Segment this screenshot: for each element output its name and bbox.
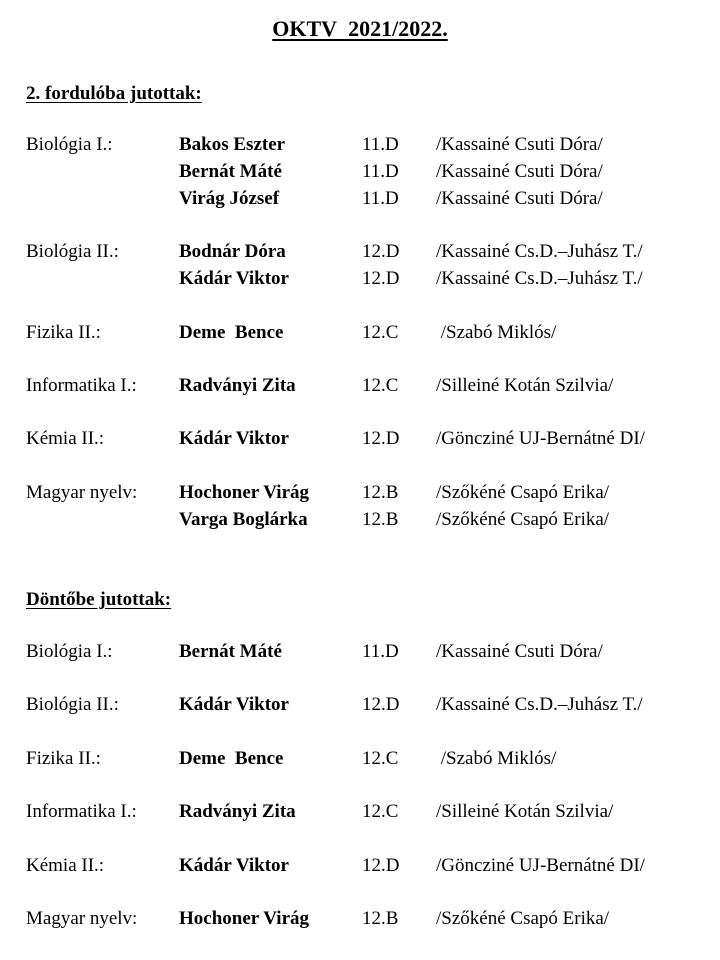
class-label: 12.B — [362, 908, 399, 929]
student-name: Bernát Máté — [179, 641, 282, 662]
class-label: 12.B — [362, 482, 399, 503]
class-label: 12.D — [362, 694, 400, 715]
student-name: Bernát Máté — [179, 161, 282, 182]
student-name: Bakos Eszter — [179, 134, 286, 155]
teacher-name: /Göncziné UJ-Bernátné DI/ — [436, 855, 645, 876]
table-row — [0, 132, 720, 158]
table-row — [0, 186, 720, 212]
table-row — [0, 239, 720, 265]
table-row — [0, 480, 720, 506]
class-label: 12.C — [362, 748, 399, 769]
student-name: Hochoner Virág — [179, 908, 310, 929]
table-row — [0, 507, 720, 533]
subject-label: Biológia II.: — [26, 694, 119, 715]
student-name: Radványi Zita — [179, 801, 296, 822]
table-row — [0, 799, 720, 825]
teacher-name: /Silleiné Kotán Szilvia/ — [436, 801, 614, 822]
teacher-name: /Göncziné UJ-Bernátné DI/ — [436, 428, 645, 449]
class-label: 11.D — [362, 188, 399, 209]
subject-label: Kémia II.: — [26, 428, 105, 449]
class-label: 12.D — [362, 268, 400, 289]
section-heading-finals: Döntőbe jutottak: — [26, 589, 172, 610]
student-name: Radványi Zita — [179, 375, 296, 396]
subject-label: Biológia I.: — [26, 134, 113, 155]
teacher-name: /Szabó Miklós/ — [436, 322, 557, 343]
subject-label: Magyar nyelv: — [26, 908, 138, 929]
table-row — [0, 373, 720, 399]
class-label: 12.C — [362, 322, 399, 343]
subject-label: Magyar nyelv: — [26, 482, 138, 503]
teacher-name: /Szabó Miklós/ — [436, 748, 557, 769]
table-row — [0, 746, 720, 772]
student-name: Kádár Viktor — [179, 855, 289, 876]
student-name: Kádár Viktor — [179, 694, 289, 715]
teacher-name: /Kassainé Cs.D.–Juhász T./ — [436, 241, 643, 262]
subject-label: Informatika I.: — [26, 801, 137, 822]
table-row — [0, 159, 720, 185]
class-label: 11.D — [362, 161, 399, 182]
table-row — [0, 692, 720, 718]
teacher-name: /Szőkéné Csapó Erika/ — [436, 908, 610, 929]
student-name: Hochoner Virág — [179, 482, 310, 503]
student-name: Deme Bence — [179, 322, 284, 343]
class-label: 12.D — [362, 241, 400, 262]
table-row — [0, 906, 720, 932]
student-name: Kádár Viktor — [179, 428, 289, 449]
class-label: 11.D — [362, 134, 399, 155]
teacher-name: /Szőkéné Csapó Erika/ — [436, 509, 610, 530]
teacher-name: /Kassainé Csuti Dóra/ — [436, 161, 603, 182]
student-name: Virág József — [179, 188, 280, 209]
section-heading-round2: 2. fordulóba jutottak: — [26, 83, 202, 104]
class-label: 11.D — [362, 641, 399, 662]
subject-label: Fizika II.: — [26, 748, 101, 769]
teacher-name: /Silleiné Kotán Szilvia/ — [436, 375, 614, 396]
student-name: Kádár Viktor — [179, 268, 289, 289]
subject-label: Biológia II.: — [26, 241, 119, 262]
class-label: 12.C — [362, 801, 399, 822]
page-title: OKTV 2021/2022. — [272, 16, 448, 41]
teacher-name: /Kassainé Csuti Dóra/ — [436, 188, 603, 209]
teacher-name: /Kassainé Csuti Dóra/ — [436, 641, 603, 662]
subject-label: Informatika I.: — [26, 375, 137, 396]
class-label: 12.B — [362, 509, 399, 530]
table-row — [0, 426, 720, 452]
subject-label: Biológia I.: — [26, 641, 113, 662]
teacher-name: /Kassainé Cs.D.–Juhász T./ — [436, 268, 643, 289]
table-row — [0, 639, 720, 665]
table-row — [0, 853, 720, 879]
teacher-name: /Szőkéné Csapó Erika/ — [436, 482, 610, 503]
class-label: 12.D — [362, 855, 400, 876]
teacher-name: /Kassainé Cs.D.–Juhász T./ — [436, 694, 643, 715]
student-name: Bodnár Dóra — [179, 241, 286, 262]
teacher-name: /Kassainé Csuti Dóra/ — [436, 134, 603, 155]
class-label: 12.D — [362, 428, 400, 449]
subject-label: Fizika II.: — [26, 322, 101, 343]
student-name: Varga Boglárka — [179, 509, 308, 530]
class-label: 12.C — [362, 375, 399, 396]
table-row — [0, 266, 720, 292]
subject-label: Kémia II.: — [26, 855, 105, 876]
student-name: Deme Bence — [179, 748, 284, 769]
table-row — [0, 320, 720, 346]
